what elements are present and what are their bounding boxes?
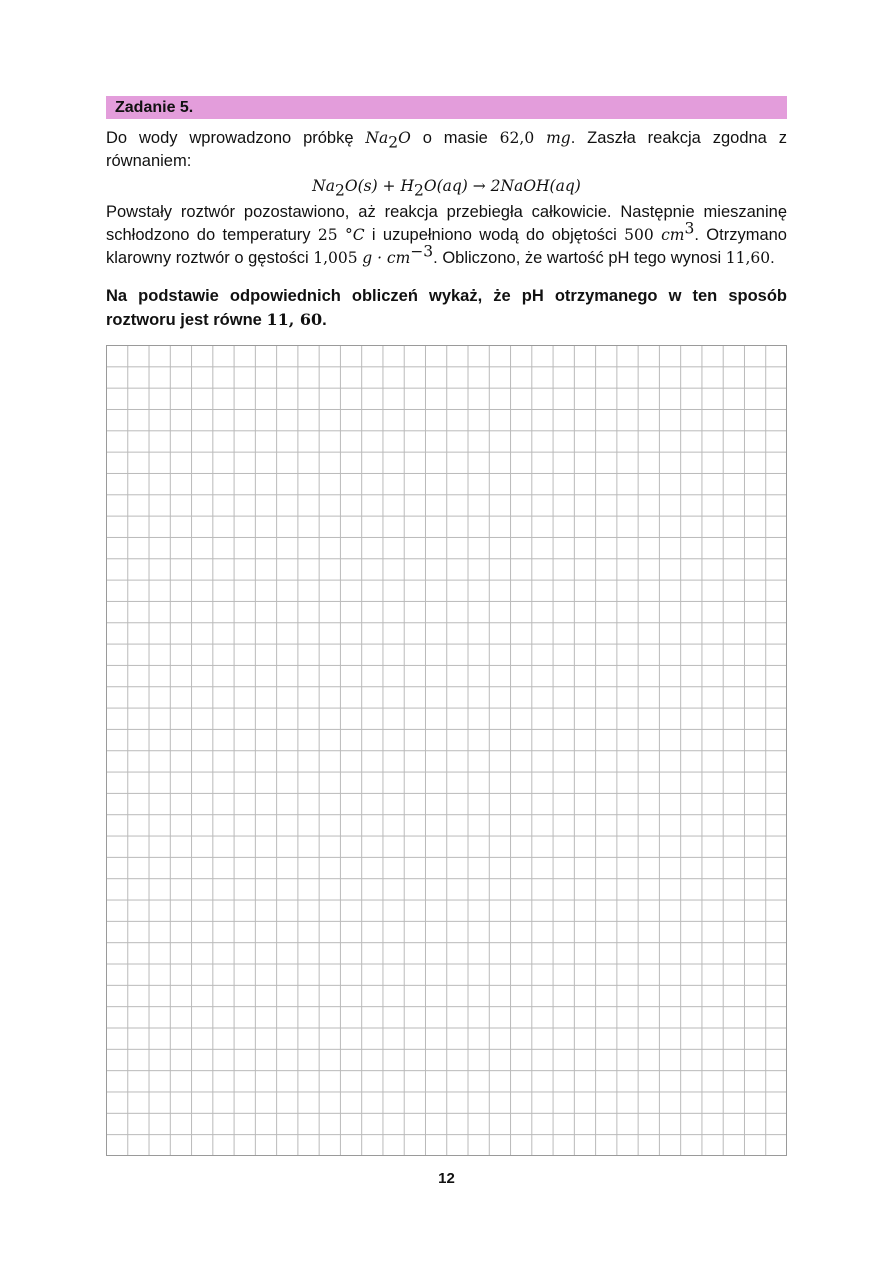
task-conditions-paragraph: Powstały roztwór pozostawiono, aż reakcja przebiegła całkowicie. Następnie mieszaninę schłodzono do temperatury 25 °C i uzupełniono wodą do objętości 500 $cm^3$. Otrzymano klarowny roztwór o gęstości 1,005 $g \cdot cm^{-3}$. Obliczono, że wartość pH tego wynosi 11,60. bbox=[106, 203, 787, 267]
task-instruction: Na podstawie odpowiednich obliczeń wykaż, że pH otrzymanego w ten sposób roztworu jest równe 11, 60. bbox=[106, 287, 787, 329]
reaction-equation: $Na_2O(s) + H_2O(aq)$ → 2NaOH(aq) bbox=[312, 177, 581, 200]
task-intro-paragraph: Do wody wprowadzono próbkę $Na_2O$ o masie 62,0 mg. Zaszła reakcja zgodna z równaniem: bbox=[106, 129, 787, 170]
answer-grid[interactable] bbox=[106, 345, 787, 1156]
page-number: 12 bbox=[438, 1170, 455, 1187]
task-title: Zadanie 5. bbox=[106, 96, 787, 119]
